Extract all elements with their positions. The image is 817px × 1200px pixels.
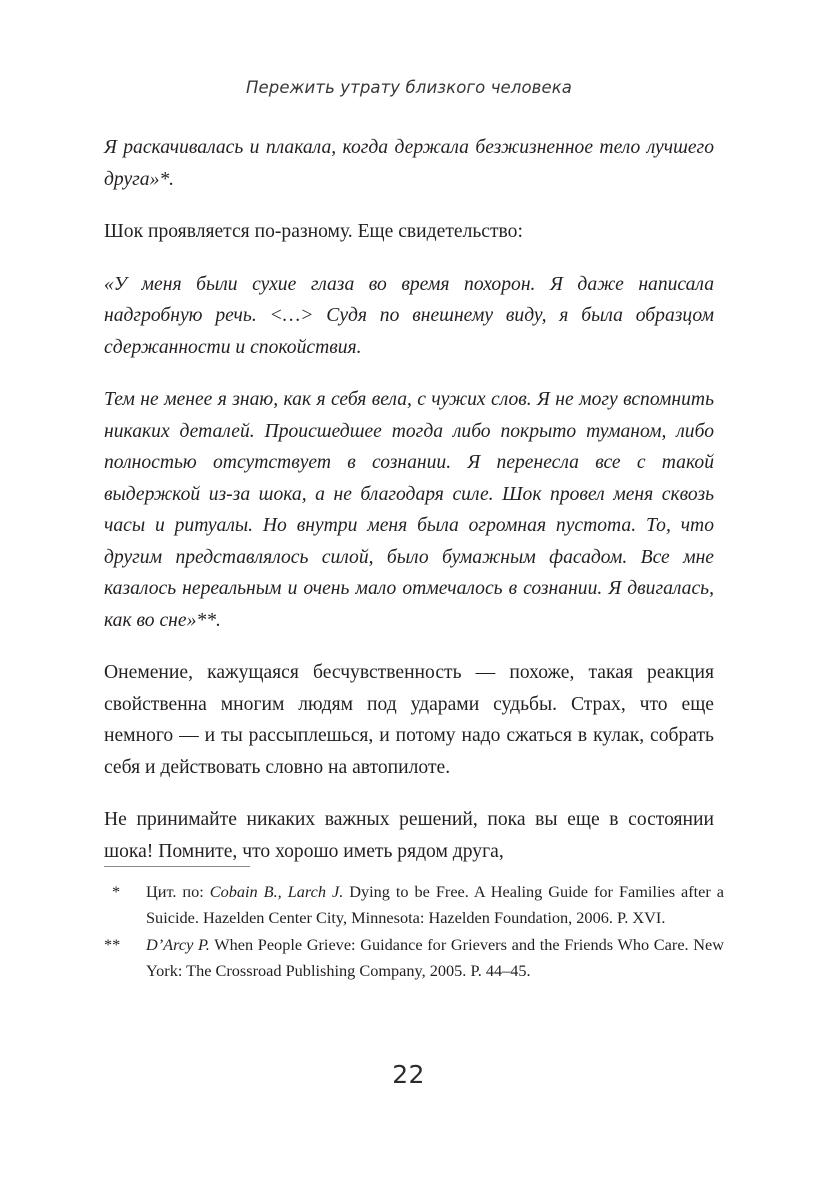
footnote-2-rest: When People Grieve: Guidance for Grievers and the Friends Who Care. New York: The Crossroad Publishing Company, 2005. P. 44–45. — [146, 935, 725, 980]
footnote-separator-rule — [104, 866, 250, 867]
footnote-1-prefix: Цит. по: — [146, 882, 210, 901]
paragraph-shock-intro: Шок проявляется по-разному. Еще свидетельство: — [104, 221, 523, 242]
footnote-2-authors: D’Arcy P. — [146, 935, 210, 955]
paragraph-testimony-part-1: «У меня были сухие глаза во время похорон. Я даже написала надгробную речь. <…> Судя по внешнему виду, я была образцом сдержанности и спокойствия. — [104, 273, 714, 358]
paragraph-quote-continuation: Я раскачивалась и плакала, когда держала безжизненное тело лучшего друга»*. — [104, 137, 714, 190]
footnote-area — [104, 866, 724, 985]
footnote-1 — [104, 879, 724, 930]
footnote-1-rest: Dying to be Free. A Healing Guide for Families after a Suicide. Hazelden Center City, Minnesota: Hazelden Foundation, 2006. P. XVI. — [146, 882, 724, 927]
paragraph-testimony-part-2: Тем не менее я знаю, как я себя вела, с чужих слов. Я не могу вспомнить никаких деталей. Происшедшее тогда либо покрыто туманом, либо полностью отсутствует в сознании. Я перенесла все с такой выдержкой из-за шока, а не благодаря силе. Шок провел меня сквозь часы и ритуалы. Но внутри меня была огромная пустота. То, что другим представлялось силой, было бумажным фасадом. Все мне казалось нереальным и очень мало отмечалось в сознании. Я двигалась, как во сне»**. — [104, 389, 714, 631]
footnote-2 — [104, 932, 724, 983]
page-number: 22 — [392, 1060, 425, 1089]
running-header: Пережить утрату близкого человека — [245, 78, 573, 97]
footnote-marker-1: * — [112, 882, 121, 901]
paragraph-advice-no-decisions: Не принимайте никаких важных решений, пока вы еще в состоянии шока! Помните, что хорошо иметь рядом друга, — [104, 809, 714, 862]
footnote-1-authors: Cobain B., Larch J. — [209, 882, 344, 901]
body-text-column — [104, 132, 714, 867]
footnote-marker-2: ** — [104, 935, 121, 955]
paragraph-numbness-commentary: Онемение, кажущаяся бесчувственность — похоже, такая реакция свойственна многим людям под ударами судьбы. Страх, что еще немного — и ты рассыплешься, и потому надо сжаться в кулак, собрать себя и действовать словно на автопилоте. — [104, 662, 714, 778]
